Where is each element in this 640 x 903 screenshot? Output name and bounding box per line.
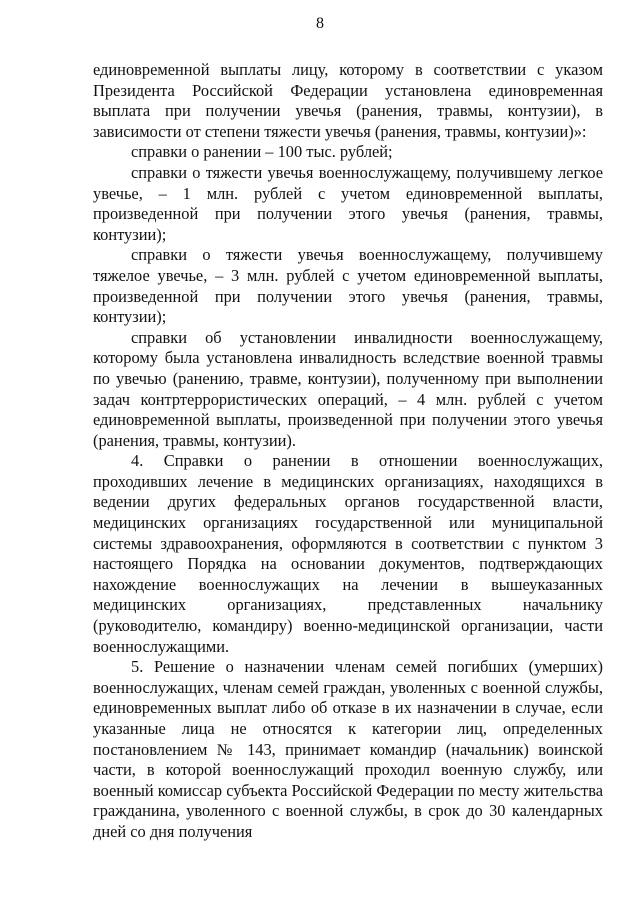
document-body bbox=[93, 60, 603, 843]
paragraph: единовременной выплаты лицу, которому в соответствии с указом Президента Российской Федерации установлена единовременная выплата при получении увечья (ранения, травмы, контузии), в зависимости от степени тяжести увечья (ранения, травмы, контузии)»: bbox=[93, 60, 603, 141]
paragraph: справки о тяжести увечья военнослужащему, получившему легкое увечье, – 1 млн. рублей с учетом единовременной выплаты, произведенной при получении этого увечья (ранения, травмы, контузии); bbox=[93, 162, 603, 244]
paragraph: справки об установлении инвалидности военнослужащему, которому была установлена инвалидность вследствие военной травмы по увечью (ранению, травме, контузии), полученному при выполнении задач контртеррористических операций, – 4 млн. рублей с учетом единовременной выплаты, произведенной при получении этого увечья (ранения, травмы, контузии). bbox=[93, 327, 603, 450]
page-number: 8 bbox=[316, 15, 324, 32]
paragraph: 4. Справки о ранении в отношении военнослужащих, проходивших лечение в медицинских организациях, находящихся в ведении других федеральных органов государственной власти, медицинских организациях государственной или муниципальной системы здравоохранения, оформляются в соответствии с пунктом 3 настоящего Порядка на основании документов, подтверждающих нахождение военнослужащих на лечении в вышеуказанных медицинских организациях, представленных начальнику (руководителю, командиру) военно-медицинской организации, части военнослужащими. bbox=[93, 451, 603, 656]
paragraph: 5. Решение о назначении членам семей погибших (умерших) военнослужащих, членам семей граждан, уволенных с военной службы, единовременных выплат либо об отказе в их назначении в случае, если указанные лица не относятся к категории лиц, определенных постановлением № 143, принимает командир (начальник) воинской части, в которой военнослужащий проходил военную службу, или военный комиссар субъекта Российской Федерации по месту жительства гражданина, уволенного с военной службы, в срок до 30 календарных дней со дня получения bbox=[93, 657, 603, 841]
paragraph: справки о тяжести увечья военнослужащему, получившему тяжелое увечье, – 3 млн. рублей с учетом единовременной выплаты, произведенной при получении этого увечья (ранения, травмы, контузии); bbox=[93, 245, 603, 327]
paragraph: справки о ранении – 100 тыс. рублей; bbox=[131, 142, 393, 162]
